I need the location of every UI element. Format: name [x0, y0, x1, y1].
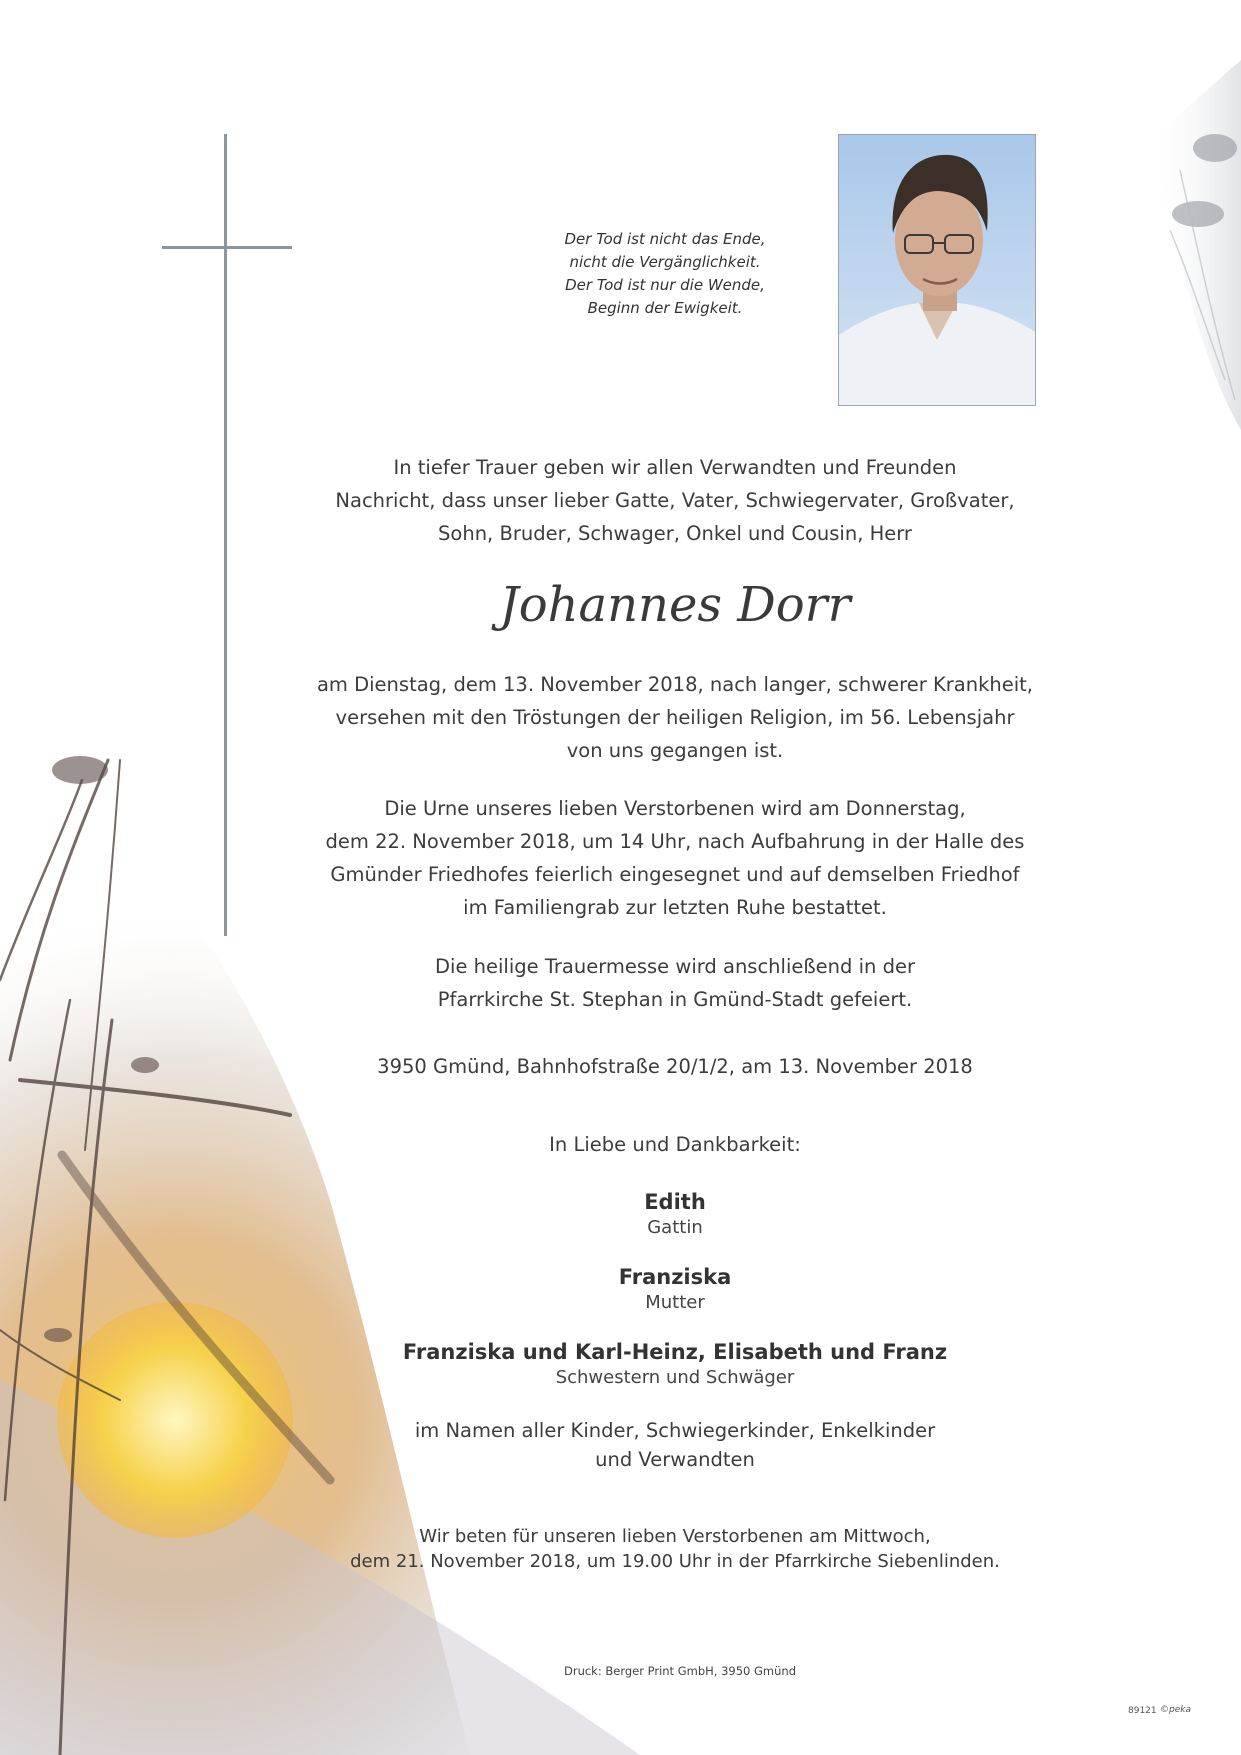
- mass-line: Die heilige Trauermesse wird anschließend in der: [435, 955, 915, 978]
- mourner-entry: [220, 1263, 1130, 1315]
- mourner-name: Franziska: [618, 1265, 732, 1289]
- quote-line: Beginn der Ewigkeit.: [587, 299, 743, 317]
- mourner-role: Schwestern und Schwäger: [555, 1367, 795, 1388]
- mourner-name: Franziska und Karl-Heinz, Elisabeth und Franz: [402, 1340, 948, 1364]
- funeral-line: Gmünder Friedhofes feierlich eingesegnet und auf demselben Friedhof: [330, 863, 1020, 886]
- death-notice-line: von uns gegangen ist.: [566, 739, 784, 762]
- mass-line: Pfarrkirche St. Stephan in Gmünd-Stadt gefeiert.: [437, 988, 913, 1011]
- funeral-line: im Familiengrab zur letzten Ruhe bestattet.: [463, 896, 887, 919]
- mourner-role: Mutter: [645, 1292, 705, 1313]
- death-notice-line: am Dienstag, dem 13. November 2018, nach langer, schwerer Krankheit,: [316, 673, 1033, 696]
- mourner-entry: [220, 1338, 1130, 1390]
- prayer-line: Wir beten für unseren lieben Verstorbenen am Mittwoch,: [419, 1526, 931, 1547]
- place-date: [220, 1050, 1130, 1083]
- place-date-line: 3950 Gmünd, Bahnhofstraße 20/1/2, am 13. November 2018: [377, 1055, 973, 1078]
- gratitude-text: In Liebe und Dankbarkeit:: [549, 1133, 801, 1156]
- portrait-illustration: [839, 135, 1036, 406]
- intro-line: Sohn, Bruder, Schwager, Onkel und Cousin, Herr: [438, 522, 912, 545]
- mourner-entry: [220, 1188, 1130, 1240]
- death-notice: [220, 668, 1130, 767]
- printer-credit: Druck: Berger Print GmbH, 3950 Gmünd: [563, 1664, 797, 1678]
- closing-line: und Verwandten: [595, 1448, 755, 1471]
- document-code: 89121: [1128, 1706, 1157, 1716]
- intro-line: In tiefer Trauer geben wir allen Verwandten und Freunden: [393, 456, 957, 479]
- funeral-line: Die Urne unseres lieben Verstorbenen wird am Donnerstag,: [384, 797, 966, 820]
- prayer-line: dem 21. November 2018, um 19.00 Uhr in der Pfarrkirche Siebenlinden.: [350, 1551, 1000, 1572]
- quote-line: Der Tod ist nur die Wende,: [565, 276, 765, 294]
- gratitude-line: [220, 1128, 1130, 1161]
- memorial-quote: [500, 228, 830, 320]
- closing-text: [220, 1416, 1130, 1474]
- prayer-notice: [220, 1524, 1130, 1574]
- funeral-line: dem 22. November 2018, um 14 Uhr, nach Aufbahrung in der Halle des: [325, 830, 1025, 853]
- portrait-photo: [838, 134, 1036, 406]
- quote-line: nicht die Vergänglichkeit.: [569, 253, 761, 271]
- mourner-name: Edith: [644, 1190, 706, 1214]
- quote-line: Der Tod ist nicht das Ende,: [564, 230, 766, 248]
- death-notice-line: versehen mit den Tröstungen der heiligen Religion, im 56. Lebensjahr: [335, 706, 1015, 729]
- deceased-name: Johannes Dorr: [499, 577, 851, 633]
- mass-details: [220, 950, 1130, 1016]
- funeral-details: [220, 792, 1130, 924]
- document-brand: ©peka: [1160, 1705, 1191, 1715]
- mourner-role: Gattin: [647, 1217, 703, 1238]
- closing-line: im Namen aller Kinder, Schwiegerkinder, Enkelkinder: [414, 1419, 936, 1442]
- cross-horizontal-bar: [162, 246, 292, 249]
- intro-line: Nachricht, dass unser lieber Gatte, Vater, Schwiegervater, Großvater,: [335, 489, 1015, 512]
- intro-text: [220, 451, 1130, 550]
